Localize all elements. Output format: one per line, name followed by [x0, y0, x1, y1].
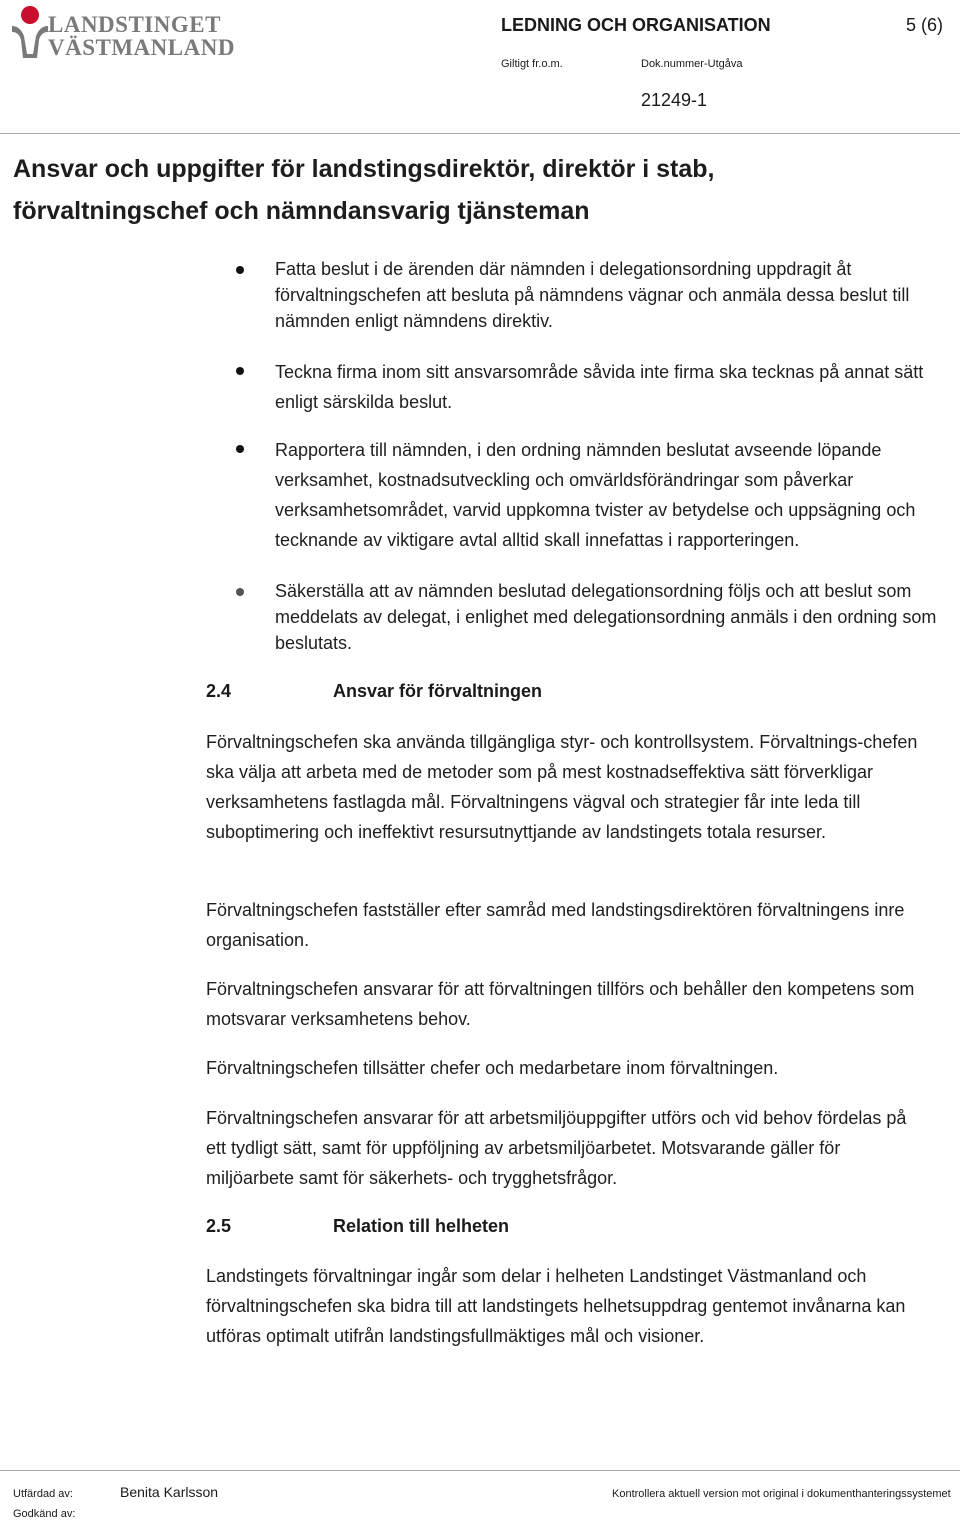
valid-from-label: Giltigt fr.o.m. — [501, 58, 563, 70]
list-item-text: Säkerställa att av nämnden beslutad delegationsordning följs och att beslut som meddelats av delegat, i enlighet med delegationsordning anmäls i den ordning som beslutats. — [275, 581, 937, 653]
list-item-text: Fatta beslut i de ärenden där nämnden i delegationsordning uppdragit åt förvaltningschefen att besluta på nämndens vägnar och anmäla dessa beslut till nämnden enligt nämndens direktiv. — [275, 259, 910, 331]
document-title: LEDNING OCH ORGANISATION — [501, 15, 771, 35]
issued-by-name: Benita Karlsson — [120, 1484, 219, 1500]
paragraph: Förvaltningschefen tillsätter chefer och medarbetare inom förvaltningen. — [206, 1058, 779, 1078]
paragraph: Landstingets förvaltningar ingår som delar i helheten Landstinget Västmanland och förvaltningschefen ska bidra till att landstingets helhetsuppdrag gentemot invånarna kan utföras optimalt utifrån landstingsfullmäktiges mål och visioner. — [206, 1266, 906, 1346]
bullet-icon — [236, 588, 244, 596]
paragraph: Förvaltningschefen ansvarar för att arbetsmiljöuppgifter utförs och vid behov fördelas på ett tydligt sätt, samt för uppföljning av arbetsmiljöarbetet. Motsvarande gäller för miljöarbete samt för säkerhets- och trygghetsfrågor. — [206, 1108, 907, 1188]
page-number: 5 (6) — [906, 15, 944, 35]
logo-figure-icon — [10, 2, 50, 60]
logo-line-1: LANDSTINGET — [48, 12, 221, 37]
footer-divider — [0, 1470, 960, 1471]
bullet-icon — [236, 266, 244, 274]
list-item-text: Rapportera till nämnden, i den ordning nämnden beslutat avseende löpande verksamhet, kostnadsutveckling och omvärldsförändringar som påverkar verksamhetsområdet, varvid uppkomna tvister av betydelse och uppsägning och tecknande av viktigare avtal alltid skall innefattas i rapporteringen. — [275, 440, 916, 550]
doc-number: 21249-1 — [641, 90, 708, 110]
paragraph: Förvaltningschefen ska använda tillgängliga styr- och kontrollsystem. Förvaltnings-chefen ska välja att arbeta med de metoder som på mest kostnadseffektiva sätt förverkligar verksamhetens fastlagda mål. Förvaltningens vägval och strategier får inte leda till suboptimering och ineffektivt resursutnyttjande av landstingets totala resurser. — [206, 732, 918, 842]
doc-number-label: Dok.nummer-Utgåva — [641, 58, 743, 70]
approved-by-label: Godkänd av: — [13, 1508, 76, 1520]
subsection-number: 2.4 — [206, 681, 232, 701]
list-item-text: Teckna firma inom sitt ansvarsområde såvida inte firma ska tecknas på annat sätt enligt särskilda beslut. — [275, 362, 924, 412]
section-heading: Ansvar och uppgifter för landstingsdirektör, direktör i stab, förvaltningschef och nämndansvarig tjänsteman — [13, 155, 715, 225]
paragraph: Förvaltningschefen ansvarar för att förvaltningen tillförs och behåller den kompetens som motsvarar verksamhetens behov. — [206, 979, 915, 1029]
logo-line-2: VÄSTMANLAND — [48, 35, 235, 60]
issued-by-label: Utfärdad av: — [13, 1488, 73, 1500]
paragraph: Förvaltningschefen fastställer efter samråd med landstingsdirektören förvaltningens inre organisation. — [206, 900, 905, 950]
subsection-number: 2.5 — [206, 1216, 232, 1236]
subsection-title: Relation till helheten — [333, 1216, 510, 1236]
bullet-icon — [236, 445, 244, 453]
header-divider — [0, 133, 960, 134]
subsection-title: Ansvar för förvaltningen — [333, 681, 543, 701]
bullet-icon — [236, 367, 244, 375]
landstinget-logo — [10, 2, 235, 60]
footer-note: Kontrollera aktuell version mot original i dokumenthanteringssystemet — [612, 1488, 951, 1500]
